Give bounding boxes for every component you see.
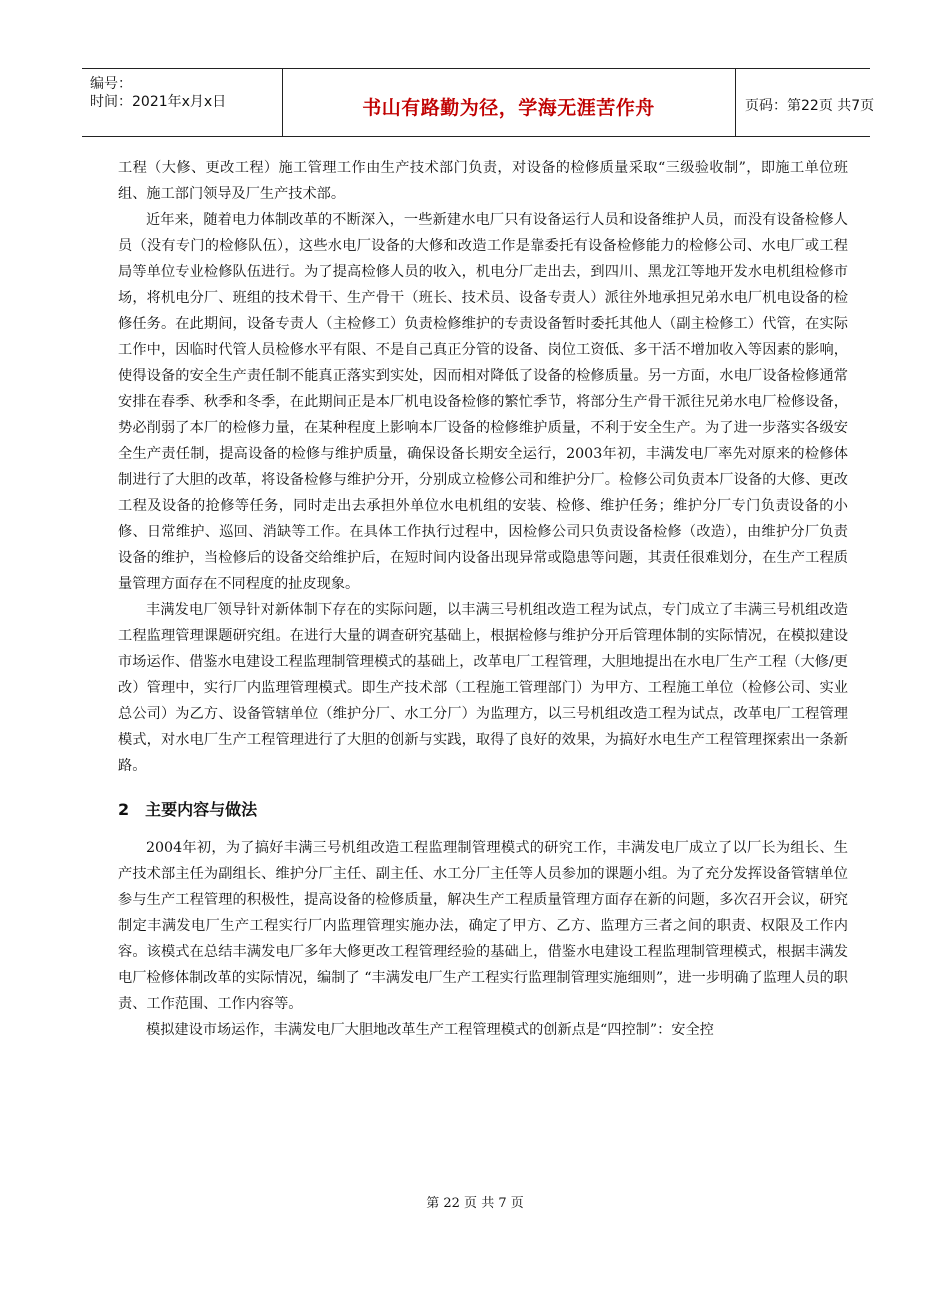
motto: 书山有路勤为径，学海无涯苦作舟 bbox=[362, 97, 655, 119]
document-body bbox=[118, 155, 848, 1043]
paragraph: 2004年初，为了搞好丰满三号机组改造工程监理制管理模式的研究工作，丰满发电厂成立了以厂长为组长、生产技术部主任为副组长、维护分厂主任、副主任、水工分厂主任等人员参加的课题小组。为了充分发挥设备管辖单位参与生产工程管理的积极性，提高设备的检修质量，解决生产工程质量管理方面存在新的问题，多次召开会议，研究制定丰满发电厂生产工程实行厂内监理管理实施办法，确定了甲方、乙方、监理方三者之间的职责、权限及工作内容。该模式在总结丰满发电厂多年大修更改工程管理经验的基础上，借鉴水电建设工程监理制管理模式，根据丰满发电厂检修体制改革的实际情况，编制了 “丰满发电厂生产工程实行监理制管理实施细则”，进一步明确了监理人员的职责、工作范围、工作内容等。 bbox=[118, 840, 848, 1012]
number-label: 编号： bbox=[90, 76, 132, 92]
page-label: 页码：第22页 共7页 bbox=[745, 98, 875, 114]
page-footer: 第 22 页 共 7 页 bbox=[426, 1196, 524, 1211]
paragraph: 工程（大修、更改工程）施工管理工作由生产技术部门负责，对设备的检修质量采取“三级验收制”，即施工单位班组、施工部门领导及厂生产技术部。 bbox=[118, 160, 848, 202]
header-motto-cell bbox=[282, 69, 736, 136]
page-header bbox=[82, 68, 875, 137]
time-label: 时间：2021年x月x日 bbox=[90, 94, 227, 110]
paragraph: 模拟建设市场运作，丰满发电厂大胆地改革生产工程管理模式的创新点是“四控制”：安全控 bbox=[146, 1022, 714, 1038]
paragraph: 丰满发电厂领导针对新体制下存在的实际问题，以丰满三号机组改造工程为试点，专门成立了丰满三号机组改造工程监理管理课题研究组。在进行大量的调查研究基础上，根据检修与维护分开后管理体制的实际情况，在模拟建设市场运作、借鉴水电建设工程监理制管理模式的基础上，改革电厂工程管理，大胆地提出在水电厂生产工程（大修/更改）管理中，实行厂内监理管理模式。即生产技术部（工程施工管理部门）为甲方、工程施工单位（检修公司、实业总公司）为乙方、设备管辖单位（维护分厂、水工分厂）为监理方，以三号机组改造工程为试点，改革电厂工程管理模式，对水电厂生产工程管理进行了大胆的创新与实践，取得了良好的效果，为搞好水电生产工程管理探索出一条新路。 bbox=[118, 602, 848, 774]
paragraph: 近年来，随着电力体制改革的不断深入，一些新建水电厂只有设备运行人员和设备维护人员，而没有设备检修人员（没有专门的检修队伍），这些水电厂设备的大修和改造工作是靠委托有设备检修能力的检修公司、水电厂或工程局等单位专业检修队伍进行。为了提高检修人员的收入，机电分厂走出去，到四川、黑龙江等地开发水电机组检修市场，将机电分厂、班组的技术骨干、生产骨干（班长、技术员、设备专责人）派往外地承担兄弟水电厂机电设备的检修任务。在此期间，设备专责人（主检修工）负责检修维护的专责设备暂时委托其他人（副主检修工）代管，在实际工作中，因临时代管人员检修水平有限、不是自己真正分管的设备、岗位工资低、多干活不增加收入等因素的影响，使得设备的安全生产责任制不能真正落实到实处，因而相对降低了设备的检修质量。另一方面，水电厂设备检修通常安排在春季、秋季和冬季，在此期间正是本厂机电设备检修的繁忙季节，将部分生产骨干派往兄弟水电厂检修设备，势必削弱了本厂的检修力量，在某种程度上影响本厂设备的检修维护质量，不利于安全生产。为了进一步落实各级安全生产责任制，提高设备的检修与维护质量，确保设备长期安全运行，2003年初，丰满发电厂率先对原来的检修体制进行了大胆的改革，将设备检修与维护分开，分别成立检修公司和维护分厂。检修公司负责本厂设备的大修、更改工程及设备的抢修等任务，同时走出去承担外单位水电机组的安装、检修、维护任务；维护分厂专门负责设备的小修、日常维护、巡回、消缺等工作。在具体工作执行过程中，因检修公司只负责设备检修（改造），由维护分厂负责设备的维护，当检修后的设备交给维护后，在短时间内设备出现异常或隐患等问题，其责任很难划分，在生产工程质量管理方面存在不同程度的扯皮现象。 bbox=[118, 212, 848, 592]
header-meta-cell bbox=[82, 69, 283, 136]
header-page-cell bbox=[735, 69, 875, 136]
section-heading: 2 主要内容与做法 bbox=[118, 800, 258, 819]
